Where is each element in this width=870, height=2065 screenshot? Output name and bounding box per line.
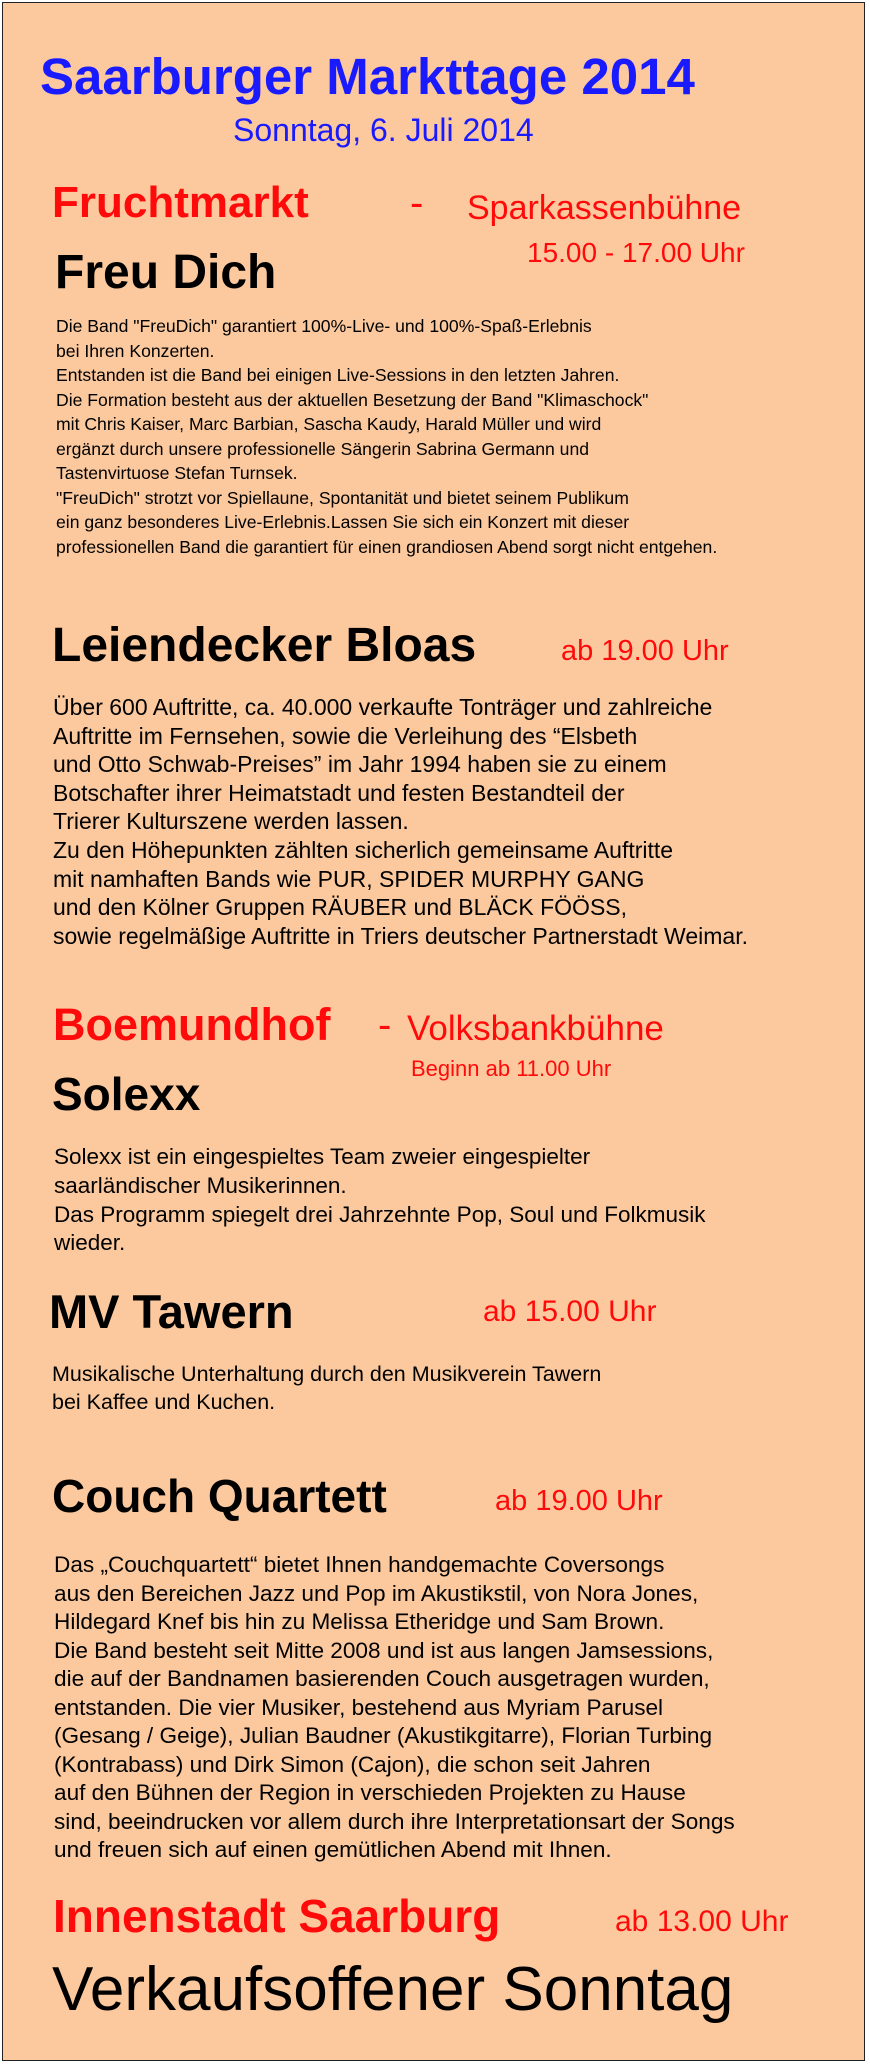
- time-leiendecker: ab 19.00 Uhr: [561, 635, 729, 667]
- description-freu-dich: [56, 314, 717, 559]
- description-line: ergänzt durch unsere professionelle Sängerin Sabrina Germann und: [56, 438, 590, 459]
- band-couch-quartett: Couch Quartett: [52, 1470, 387, 1522]
- description-line: ein ganz besonderes Live-Erlebnis.Lassen Sie sich ein Konzert mit dieser: [56, 512, 630, 532]
- band-freu-dich: Freu Dich: [55, 246, 277, 299]
- description-line: Die Band "FreuDich" garantiert 100%-Live- und 100%-Spaß-Erlebnis: [56, 316, 592, 336]
- venue-boemundhof: Boemundhof: [53, 999, 331, 1050]
- description-mv-tawern: [52, 1360, 601, 1416]
- description-line: Das Programm spiegelt drei Jahrzehnte Pop, Soul und Folkmusik: [54, 1201, 706, 1227]
- event-date: Sonntag, 6. Juli 2014: [233, 112, 534, 148]
- description-couch-quartett: [54, 1551, 735, 1865]
- description-line: professionellen Band die garantiert für einen grandiosen Abend sorgt nicht entgehen.: [56, 536, 718, 557]
- description-line: entstanden. Die vier Musiker, bestehend aus Myriam Parusel: [54, 1694, 664, 1720]
- band-solexx: Solexx: [52, 1068, 201, 1120]
- band-leiendecker-bloas: Leiendecker Bloas: [52, 619, 477, 672]
- description-line: Trierer Kulturszene werden lassen.: [53, 808, 409, 835]
- description-line: Hildegard Knef bis hin zu Melissa Etheridge und Sam Brown.: [54, 1609, 665, 1634]
- description-line: mit Chris Kaiser, Marc Barbian, Sascha Kaudy, Harald Müller und wird: [56, 414, 602, 434]
- time-boemundhof: Beginn ab 11.00 Uhr: [411, 1056, 612, 1081]
- description-line: auf den Bühnen der Region in verschieden Projekten zu Hause: [54, 1780, 686, 1805]
- description-line: Musikalische Unterhaltung durch den Musikverein Tawern: [52, 1362, 602, 1386]
- description-line: Tastenvirtuose Stefan Turnsek.: [56, 463, 298, 483]
- event-verkaufsoffener-sonntag: Verkaufsoffener Sonntag: [52, 1955, 734, 2024]
- time-couch-quartett: ab 19.00 Uhr: [495, 1485, 663, 1517]
- description-line: die auf der Bandnamen basierenden Couch ausgetragen wurden,: [54, 1666, 710, 1691]
- time-innenstadt: ab 13.00 Uhr: [615, 1905, 789, 1938]
- description-line: "FreuDich" strotzt vor Spiellaune, Spontanität und bietet seinem Publikum: [56, 487, 629, 508]
- description-line: (Kontrabass) und Dirk Simon (Cajon), die schon seit Jahren: [54, 1751, 651, 1777]
- description-line: aus den Bereichen Jazz und Pop im Akustikstil, von Nora Jones,: [54, 1580, 699, 1606]
- description-line: und den Kölner Gruppen RÄUBER und BLÄCK FÖÖSS,: [53, 894, 628, 921]
- description-line: wieder.: [54, 1230, 126, 1256]
- description-line: Auftritte im Fernsehen, sowie die Verleihung des “Elsbeth: [53, 722, 638, 749]
- description-line: (Gesang / Geige), Julian Baudner (Akustikgitarre), Florian Turbing: [54, 1723, 713, 1748]
- time-mv-tawern: ab 15.00 Uhr: [483, 1295, 657, 1328]
- description-line: Solexx ist ein eingespieltes Team zweier eingespielter: [54, 1144, 591, 1169]
- time-fruchtmarkt: 15.00 - 17.00 Uhr: [527, 237, 745, 268]
- description-leiendecker: [53, 693, 748, 950]
- description-line: Zu den Höhepunkten zählten sicherlich gemeinsame Auftritte: [53, 836, 674, 863]
- description-line: und freuen sich auf einen gemütlichen Abend mit Ihnen.: [54, 1837, 612, 1862]
- venue-dash: -: [410, 181, 424, 225]
- description-line: bei Kaffee und Kuchen.: [52, 1390, 276, 1414]
- venue-fruchtmarkt: Fruchtmarkt: [52, 178, 309, 227]
- description-line: Die Formation besteht aus der aktuellen Besetzung der Band "Klimaschock": [56, 389, 649, 410]
- description-line: mit namhaften Bands wie PUR, SPIDER MURPHY GANG: [53, 865, 645, 892]
- description-line: sind, beeindrucken vor allem durch ihre Interpretationsart der Songs: [54, 1808, 735, 1834]
- description-line: Botschafter ihrer Heimatstadt und festen Bestandteil der: [53, 779, 625, 806]
- description-line: saarländischer Musikerinnen.: [54, 1172, 347, 1198]
- description-line: Über 600 Auftritte, ca. 40.000 verkaufte Tonträger und zahlreiche: [53, 694, 713, 720]
- description-line: und Otto Schwab-Preises” im Jahr 1994 haben sie zu einem: [53, 751, 667, 778]
- stage-volksbankbuehne: Volksbankbühne: [407, 1009, 664, 1048]
- band-mv-tawern: MV Tawern: [49, 1285, 294, 1338]
- venue-innenstadt-saarburg: Innenstadt Saarburg: [53, 1890, 501, 1942]
- description-line: Die Band besteht seit Mitte 2008 und ist aus langen Jamsessions,: [54, 1637, 714, 1663]
- poster-title: Saarburger Markttage 2014: [40, 48, 695, 105]
- venue-dash: -: [378, 1003, 392, 1047]
- event-poster: [2, 2, 865, 2061]
- description-solexx: [54, 1143, 706, 1258]
- description-line: Das „Couchquartett“ bietet Ihnen handgemachte Coversongs: [54, 1552, 665, 1577]
- stage-sparkassenbuehne: Sparkassenbühne: [467, 189, 742, 227]
- description-line: Entstanden ist die Band bei einigen Live-Sessions in den letzten Jahren.: [56, 365, 620, 385]
- description-line: bei Ihren Konzerten.: [56, 340, 215, 361]
- description-line: sowie regelmäßige Auftritte in Triers deutscher Partnerstadt Weimar.: [53, 922, 748, 949]
